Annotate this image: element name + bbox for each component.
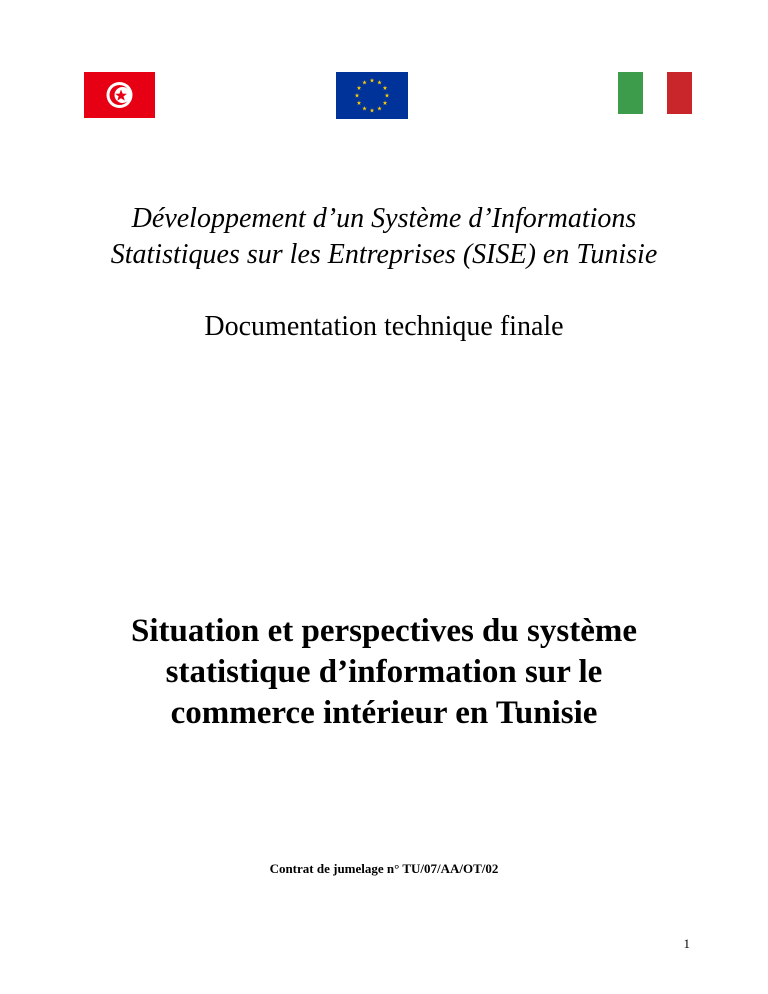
- european-union-flag-icon: [336, 72, 408, 119]
- document-title: [0, 611, 768, 734]
- page-number: 1: [683, 936, 690, 951]
- document-type: Documentation technique finale: [204, 311, 564, 342]
- tunisia-flag-icon: [84, 72, 155, 118]
- document-title-line-2: statistique d’information sur le: [165, 654, 603, 690]
- project-subtitle-line-1: Développement d’un Système d’Informations: [131, 203, 637, 234]
- italy-flag-icon: [618, 72, 692, 114]
- contract-reference: Contrat de jumelage n° TU/07/AA/OT/02: [269, 861, 499, 876]
- document-title-line-3: commerce intérieur en Tunisie: [170, 695, 598, 731]
- document-title-line-1: Situation et perspectives du système: [131, 613, 637, 649]
- project-subtitle: [0, 201, 768, 273]
- project-subtitle-line-2: Statistiques sur les Entreprises (SISE) en Tunisie: [110, 239, 658, 270]
